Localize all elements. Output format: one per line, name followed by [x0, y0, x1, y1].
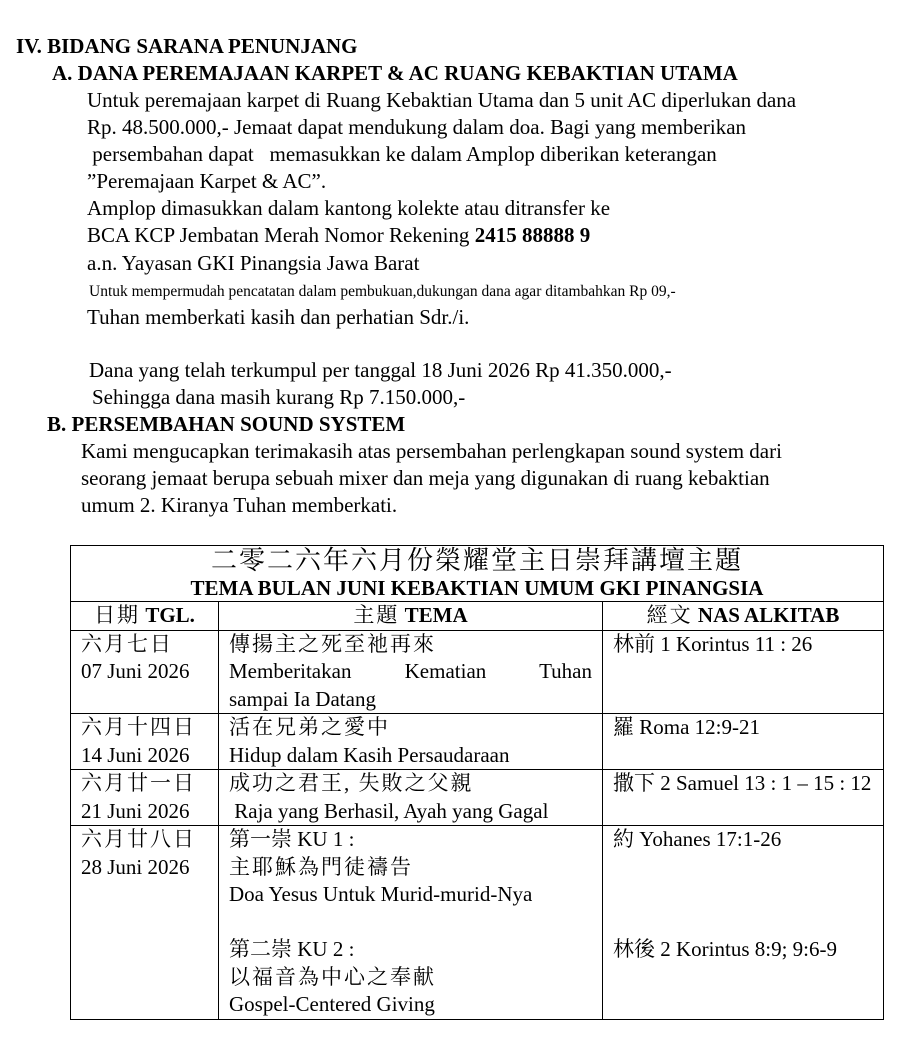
service1-scripture: 約 Yohanes 17:1-26: [613, 827, 782, 851]
paragraph-line: persembahan dapat memasukkan ke dalam Amplop diberikan keterangan: [87, 142, 717, 166]
theme-cell: [219, 630, 603, 714]
service1-theme-zh: 主耶穌為門徒禱告: [229, 854, 413, 879]
service2-theme-zh: 以福音為中心之奉献: [229, 964, 436, 989]
paragraph-line: seorang jemaat berupa sebuah mixer dan meja yang digunakan di ruang kebaktian: [81, 466, 770, 490]
service2-theme: Gospel-Centered Giving: [229, 992, 435, 1016]
scripture: 羅 Roma 12:9-21: [613, 715, 760, 739]
header-scripture: [603, 602, 884, 631]
date-cell: [71, 630, 219, 714]
header-scripture-label: NAS ALKITAB: [697, 603, 840, 627]
date-zh: 六月廿一日: [81, 771, 196, 795]
table-row: [71, 826, 884, 1020]
bank-prefix: BCA KCP Jembatan Merah Nomor Rekening: [87, 223, 475, 247]
table-title-row: [71, 546, 884, 602]
header-scripture-zh: 經文: [646, 603, 693, 627]
scripture-cell: [603, 630, 884, 714]
date: 21 Juni 2026: [81, 798, 190, 823]
paragraph-line: Kami mengucapkan terimakasih atas persembahan perlengkapan sound system dari: [81, 439, 782, 463]
subsection-b-heading: B. PERSEMBAHAN SOUND SYSTEM: [47, 412, 406, 436]
blessing-line: Tuhan memberkati kasih dan perhatian Sdr./i.: [87, 305, 470, 329]
table-title-chinese: 二零二六年六月份榮耀堂主日崇拜講壇主題: [210, 546, 743, 575]
theme-cell: [219, 714, 603, 770]
header-theme-zh: 主題: [353, 603, 400, 627]
paragraph-line: ”Peremajaan Karpet & AC”.: [87, 169, 327, 193]
service1-theme: Doa Yesus Untuk Murid-murid-Nya: [229, 882, 533, 906]
table-row: [71, 714, 884, 770]
paragraph-line: Amplop dimasukkan dalam kantong kolekte atau ditransfer ke: [87, 196, 611, 220]
date-zh: 六月七日: [81, 631, 173, 656]
service1-label: 第一崇 KU 1 :: [229, 827, 355, 851]
account-number: 2415 88888 9: [474, 223, 591, 247]
service2-scripture: 林後 2 Korintus 8:9; 9:6-9: [613, 937, 837, 961]
paragraph-line: Untuk peremajaan karpet di Ruang Kebaktian Utama dan 5 unit AC diperlukan dana: [87, 88, 797, 112]
scripture-cell: [603, 714, 884, 770]
date: 07 Juni 2026: [81, 659, 190, 683]
service2-label: 第二崇 KU 2 :: [229, 937, 355, 961]
scripture-cell: [603, 770, 884, 826]
paragraph-line: Rp. 48.500.000,- Jemaat dapat mendukung dalam doa. Bagi yang memberikan: [87, 115, 747, 139]
date: 14 Juni 2026: [81, 742, 190, 767]
sermon-schedule-table: [70, 545, 884, 1020]
scripture-cell: [603, 826, 884, 1020]
table-row: [71, 770, 884, 826]
theme-cell: [219, 826, 603, 1020]
header-theme: [219, 602, 603, 631]
date-zh: 六月十四日: [81, 715, 196, 739]
table-header-row: [71, 602, 884, 631]
date: 28 Juni 2026: [81, 854, 190, 879]
date-cell: [71, 714, 219, 770]
date-cell: [71, 826, 219, 1020]
theme: Hidup dalam Kasih Persaudaraan: [229, 742, 510, 767]
funds-collected: Dana yang telah terkumpul per tanggal 18 Juni 2026 Rp 41.350.000,-: [89, 358, 672, 382]
theme-zh: 活在兄弟之愛中: [229, 715, 390, 739]
header-date-label: TGL.: [145, 603, 195, 627]
theme: Raja yang Berhasil, Ayah yang Gagal: [229, 798, 549, 823]
theme-zh: 成功之君王, 失敗之父親: [229, 771, 474, 795]
bookkeeping-note: Untuk mempermudah pencatatan dalam pembukuan,dukungan dana agar ditambahkan Rp 09,-: [89, 283, 676, 300]
paragraph-line: umum 2. Kiranya Tuhan memberkati.: [81, 493, 398, 517]
funds-shortfall: Sehingga dana masih kurang Rp 7.150.000,-: [92, 385, 466, 409]
date-zh: 六月廿八日: [81, 827, 196, 851]
table-title-english: TEMA BULAN JUNI KEBAKTIAN UMUM GKI PINANGSIA: [190, 576, 764, 600]
scripture: 撒下 2 Samuel 13 : 1 – 15 : 12: [613, 771, 872, 795]
theme-cell: [219, 770, 603, 826]
theme-zh: 傳揚主之死至祂再來: [229, 631, 436, 656]
scripture: 林前 1 Korintus 11 : 26: [613, 631, 813, 656]
header-date-zh: 日期: [94, 603, 141, 627]
section-heading: IV. BIDANG SARANA PENUNJANG: [16, 34, 358, 58]
table-row: [71, 630, 884, 714]
header-date: [71, 602, 219, 631]
table-title: [71, 546, 884, 602]
bank-account-line: [87, 222, 590, 248]
subsection-a-heading: A. DANA PEREMAJAAN KARPET & AC RUANG KEBAKTIAN UTAMA: [52, 61, 738, 85]
date-cell: [71, 770, 219, 826]
header-theme-label: TEMA: [404, 603, 468, 627]
theme: Memberitakan Kematian Tuhan: [229, 659, 592, 683]
account-name: a.n. Yayasan GKI Pinangsia Jawa Barat: [87, 251, 420, 275]
theme-continued: sampai Ia Datang: [229, 686, 376, 711]
